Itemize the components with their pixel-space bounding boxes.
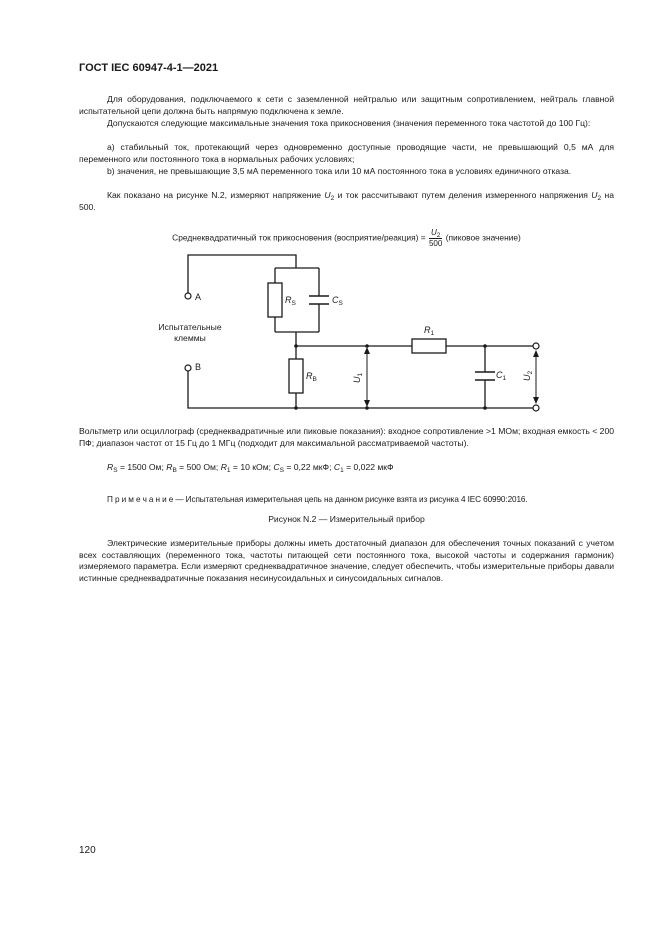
u1-arrow-head-up (364, 347, 370, 354)
value-sym: R (220, 462, 227, 472)
text-part: Как показано на рисунке N.2, измеряют напряжение (107, 190, 325, 200)
symbol-sub: 2 (597, 195, 602, 202)
component-values (107, 462, 614, 474)
resistor-rs (268, 283, 282, 317)
page-number: 120 (79, 845, 96, 856)
value-sub: B (172, 467, 177, 474)
formula-num: U (430, 228, 437, 237)
value-sym: R (107, 462, 114, 472)
u1-arrow-head-down (364, 400, 370, 407)
value-sub: 1 (340, 467, 344, 474)
label-sym: R (285, 295, 292, 305)
label-sub: 1 (357, 372, 364, 377)
label-sub: 1 (502, 375, 507, 382)
label-sym: R (424, 325, 431, 335)
label-r1 (424, 325, 435, 337)
paragraph-closing: Электрические измерительные приборы должны иметь достаточный диапазон для обеспечения точных показаний с учетом всех составляющих (переменного тока, частоты питающей сети постоянного тока, высокой частоты и содержания гармоник) измеряемого параметра. Если измеряют среднеквадратичное значение, следует обеспечить, чтобы измерительные приборы давали истинные среднеквадратичные показания несинусоидальных и синусоидальных сигналов. (79, 538, 614, 583)
label-u1 (352, 373, 364, 384)
label-sym: C (332, 295, 339, 305)
text-part: и ток рассчитывают путем деления измеренного напряжения (334, 190, 592, 200)
junction-dot (294, 344, 298, 348)
label-rb (306, 371, 317, 383)
label-sym: U (522, 374, 532, 381)
label-sub: 2 (527, 370, 534, 375)
resistor-rb (289, 359, 303, 393)
label-rs (285, 295, 297, 307)
value-text: = 0,022 мкФ (343, 462, 394, 472)
label-terminals-line1: Испытательные (158, 322, 222, 332)
label-cs (332, 295, 344, 307)
label-u2 (522, 371, 534, 382)
value-sym: C (333, 462, 341, 472)
value-sym: C (273, 462, 280, 472)
value-text: = 0,22 мкФ; (283, 462, 334, 472)
value-sub: S (113, 467, 118, 474)
value-text: = 1500 Ом; (117, 462, 167, 472)
value-sub: S (279, 467, 284, 474)
symbol-u: U (591, 190, 598, 200)
label-sub: S (338, 300, 343, 307)
label-a: A (195, 292, 202, 302)
paragraph-allowed-values: Допускаются следующие максимальные значения тока прикосновения (значения переменного тока частотой до 100 Гц): (107, 118, 591, 128)
label-c1 (496, 370, 507, 382)
figure-note: П р и м е ч а н и е — Испытательная измерительная цепь на данном рисунке взята из рисунка 4 IEC 60990:2016. (107, 495, 528, 504)
label-terminals-line2: клеммы (174, 333, 206, 343)
value-text: = 10 кОм; (230, 462, 274, 472)
junction-dot (294, 406, 298, 410)
u2-arrow-head-up (533, 350, 539, 357)
label-sym: R (306, 371, 313, 381)
paragraph-item-a: a) стабильный ток, протекающий через одновременно доступные проводящие части, не превышающий 0,5 мА для переменного или постоянного тока в нормальных рабочих условиях; (79, 142, 614, 164)
symbol-sub: 2 (330, 195, 335, 202)
paragraph-grounding: Для оборудования, подключаемого к сети с заземленной нейтралью или защитным сопротивлением, нейтраль главной испытательной цепи должна быть напрямую подключена к земле. (79, 94, 614, 116)
label-sub: B (312, 376, 317, 383)
instrument-description: Вольтметр или осциллограф (среднеквадратичные или пиковые показания): входное сопротивление >1 МОм; входная емкость < 200 ПФ; диапазон частот от 15 Гц до 1 МГц (подходит для максимальной рассматриваемой частоты). (79, 426, 614, 448)
u2-arrow-head-down (533, 397, 539, 404)
junction-dot (483, 344, 487, 348)
value-sub: 1 (226, 467, 231, 474)
value-sym: R (166, 462, 173, 472)
terminal-b (185, 365, 191, 371)
label-sub: S (291, 300, 296, 307)
formula-num-sub: 2 (436, 232, 441, 239)
label-sym: U (352, 376, 362, 383)
text-part: на 500. (79, 190, 614, 212)
junction-dot (483, 406, 487, 410)
formula-rhs: (пиковое значение) (445, 232, 521, 243)
output-terminal-top (533, 343, 539, 349)
figure-caption: Рисунок N.2 — Измерительный прибор (268, 514, 425, 524)
value-text: = 500 Ом; (176, 462, 221, 472)
label-b: B (195, 362, 202, 372)
label-sub: 1 (430, 330, 435, 337)
terminal-a (185, 293, 191, 299)
paragraph-item-b: b) значения, не превышающие 3,5 мА переменного тока или 10 мА постоянного тока в условиях единичного отказа. (107, 166, 572, 176)
document-header: ГОСТ IEC 60947-4-1—2021 (79, 62, 219, 74)
output-terminal-bottom (533, 405, 539, 411)
formula-lhs: Среднеквадратичный ток прикосновения (восприятие/реакция) = (172, 232, 426, 243)
formula-den: 500 (428, 239, 443, 248)
label-sym: C (496, 370, 503, 380)
resistor-r1 (412, 339, 446, 353)
symbol-u: U (324, 190, 331, 200)
